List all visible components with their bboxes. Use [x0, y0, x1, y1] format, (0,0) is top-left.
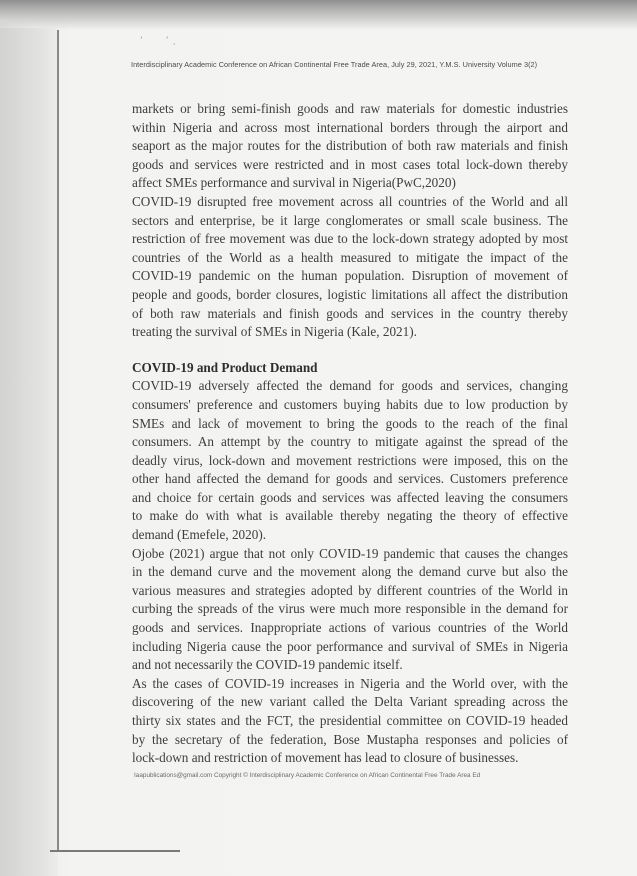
bottom-edge-line: [50, 850, 180, 852]
paragraph-5: [132, 675, 568, 768]
text-line: other hand affected the demand for goods and services. Customers preference: [132, 471, 568, 487]
binding-line: [57, 30, 59, 850]
text-line: thirty six states and the FCT, the presidential committee on COVID-19 headed: [132, 713, 568, 728]
text-line: curbing the spreads of the virus were much more responsible in the demand for: [132, 601, 568, 617]
text-line: demand (Emefele, 2020).: [132, 527, 267, 543]
scan-smudge: ʻ ʻ ˏ: [140, 36, 176, 46]
text-line: sectors and enterprise, be it large conglomerates or small scale business. The: [132, 212, 568, 228]
text-line: discovering of the new variant called the Delta Variant spreading across the: [132, 694, 568, 710]
scan-left-edge: [0, 28, 58, 876]
paragraph-3: [132, 377, 568, 544]
text-line: COVID-19 disrupted free movement across all countries of the World and all: [132, 193, 568, 209]
text-line: of both raw materials and finish goods and services in the country thereby: [132, 305, 568, 321]
text-line: including Nigeria cause the poor performance and survival of SMEs in Nigeria: [132, 638, 568, 654]
text-line: by the secretary of the federation, Bose Mustapha responses and policies of: [132, 731, 568, 747]
text-line: seaport as the major routes for the distribution of both raw materials and finish: [132, 138, 568, 154]
text-line: COVID-19 pandemic on the human population. Disruption of movement of: [132, 268, 568, 284]
text-line: countries of the World as a health measured to mitigate the impact of the: [132, 249, 568, 265]
text-line: in the demand curve and the movement along the demand curve but also the: [132, 564, 568, 580]
text-line: affect SMEs performance and survival in Nigeria(PwC,2020): [132, 175, 456, 191]
text-line: lock-down and restriction of movement has lead to closure of businesses.: [132, 750, 519, 766]
text-line: to make do with what is available thereby negating the theory of effective: [132, 508, 568, 524]
paragraph-2: [132, 193, 568, 342]
page-footer: Iaapublications@gmail.com Copyright © Interdisciplinary Academic Conference on African Continental Free Trade Area Ed: [134, 772, 481, 779]
text-line: Ojobe (2021) argue that not only COVID-19 pandemic that causes the changes: [132, 545, 568, 561]
body-text: [132, 100, 568, 768]
text-line: and choice for certain goods and services was affected leaving the consumers: [132, 489, 568, 505]
text-line: consumers. An attempt by the country to mitigate against the spread of the: [132, 434, 568, 450]
text-line: As the cases of COVID-19 increases in Nigeria and the World over, with the: [132, 675, 568, 691]
running-header: Interdisciplinary Academic Conference on African Continental Free Trade Area, July 29, 2021, Y.M.S. University Volume 3(2): [131, 60, 538, 69]
text-line: various measures and strategies adopted by different countries of the World in: [132, 582, 568, 598]
text-line: consumers' preference and customers buying habits due to low production by: [132, 396, 568, 412]
text-line: COVID-19 adversely affected the demand for goods and services, changing: [132, 378, 568, 394]
text-line: goods and services were restricted and in most cases total lock-down thereby: [132, 156, 568, 172]
text-line: and not necessarily the COVID-19 pandemic itself.: [132, 657, 403, 673]
text-line: deadly virus, lock-down and movement restrictions were imposed, this on the: [132, 452, 568, 468]
text-line: restriction of free movement was due to the lock-down strategy adopted by most: [132, 231, 568, 247]
section-gap: [132, 342, 568, 359]
paragraph-1: [132, 100, 568, 193]
text-line: within Nigeria and across most international borders through the airport and: [132, 119, 568, 135]
text-line: goods and services. Inappropriate actions of various countries of the World: [132, 620, 568, 636]
text-line: markets or bring semi-finish goods and raw materials for domestic industries: [132, 101, 568, 116]
section-heading: COVID-19 and Product Demand: [132, 359, 318, 375]
paragraph-4: [132, 545, 568, 675]
text-line: SMEs and lack of movement to bring the goods to the reach of the final: [132, 415, 568, 431]
text-line: treating the survival of SMEs in Nigeria (Kale, 2021).: [132, 324, 417, 340]
scan-top-shadow: [0, 0, 637, 30]
text-line: people and goods, border closures, logistic limitations all affect the distribution: [132, 286, 568, 302]
